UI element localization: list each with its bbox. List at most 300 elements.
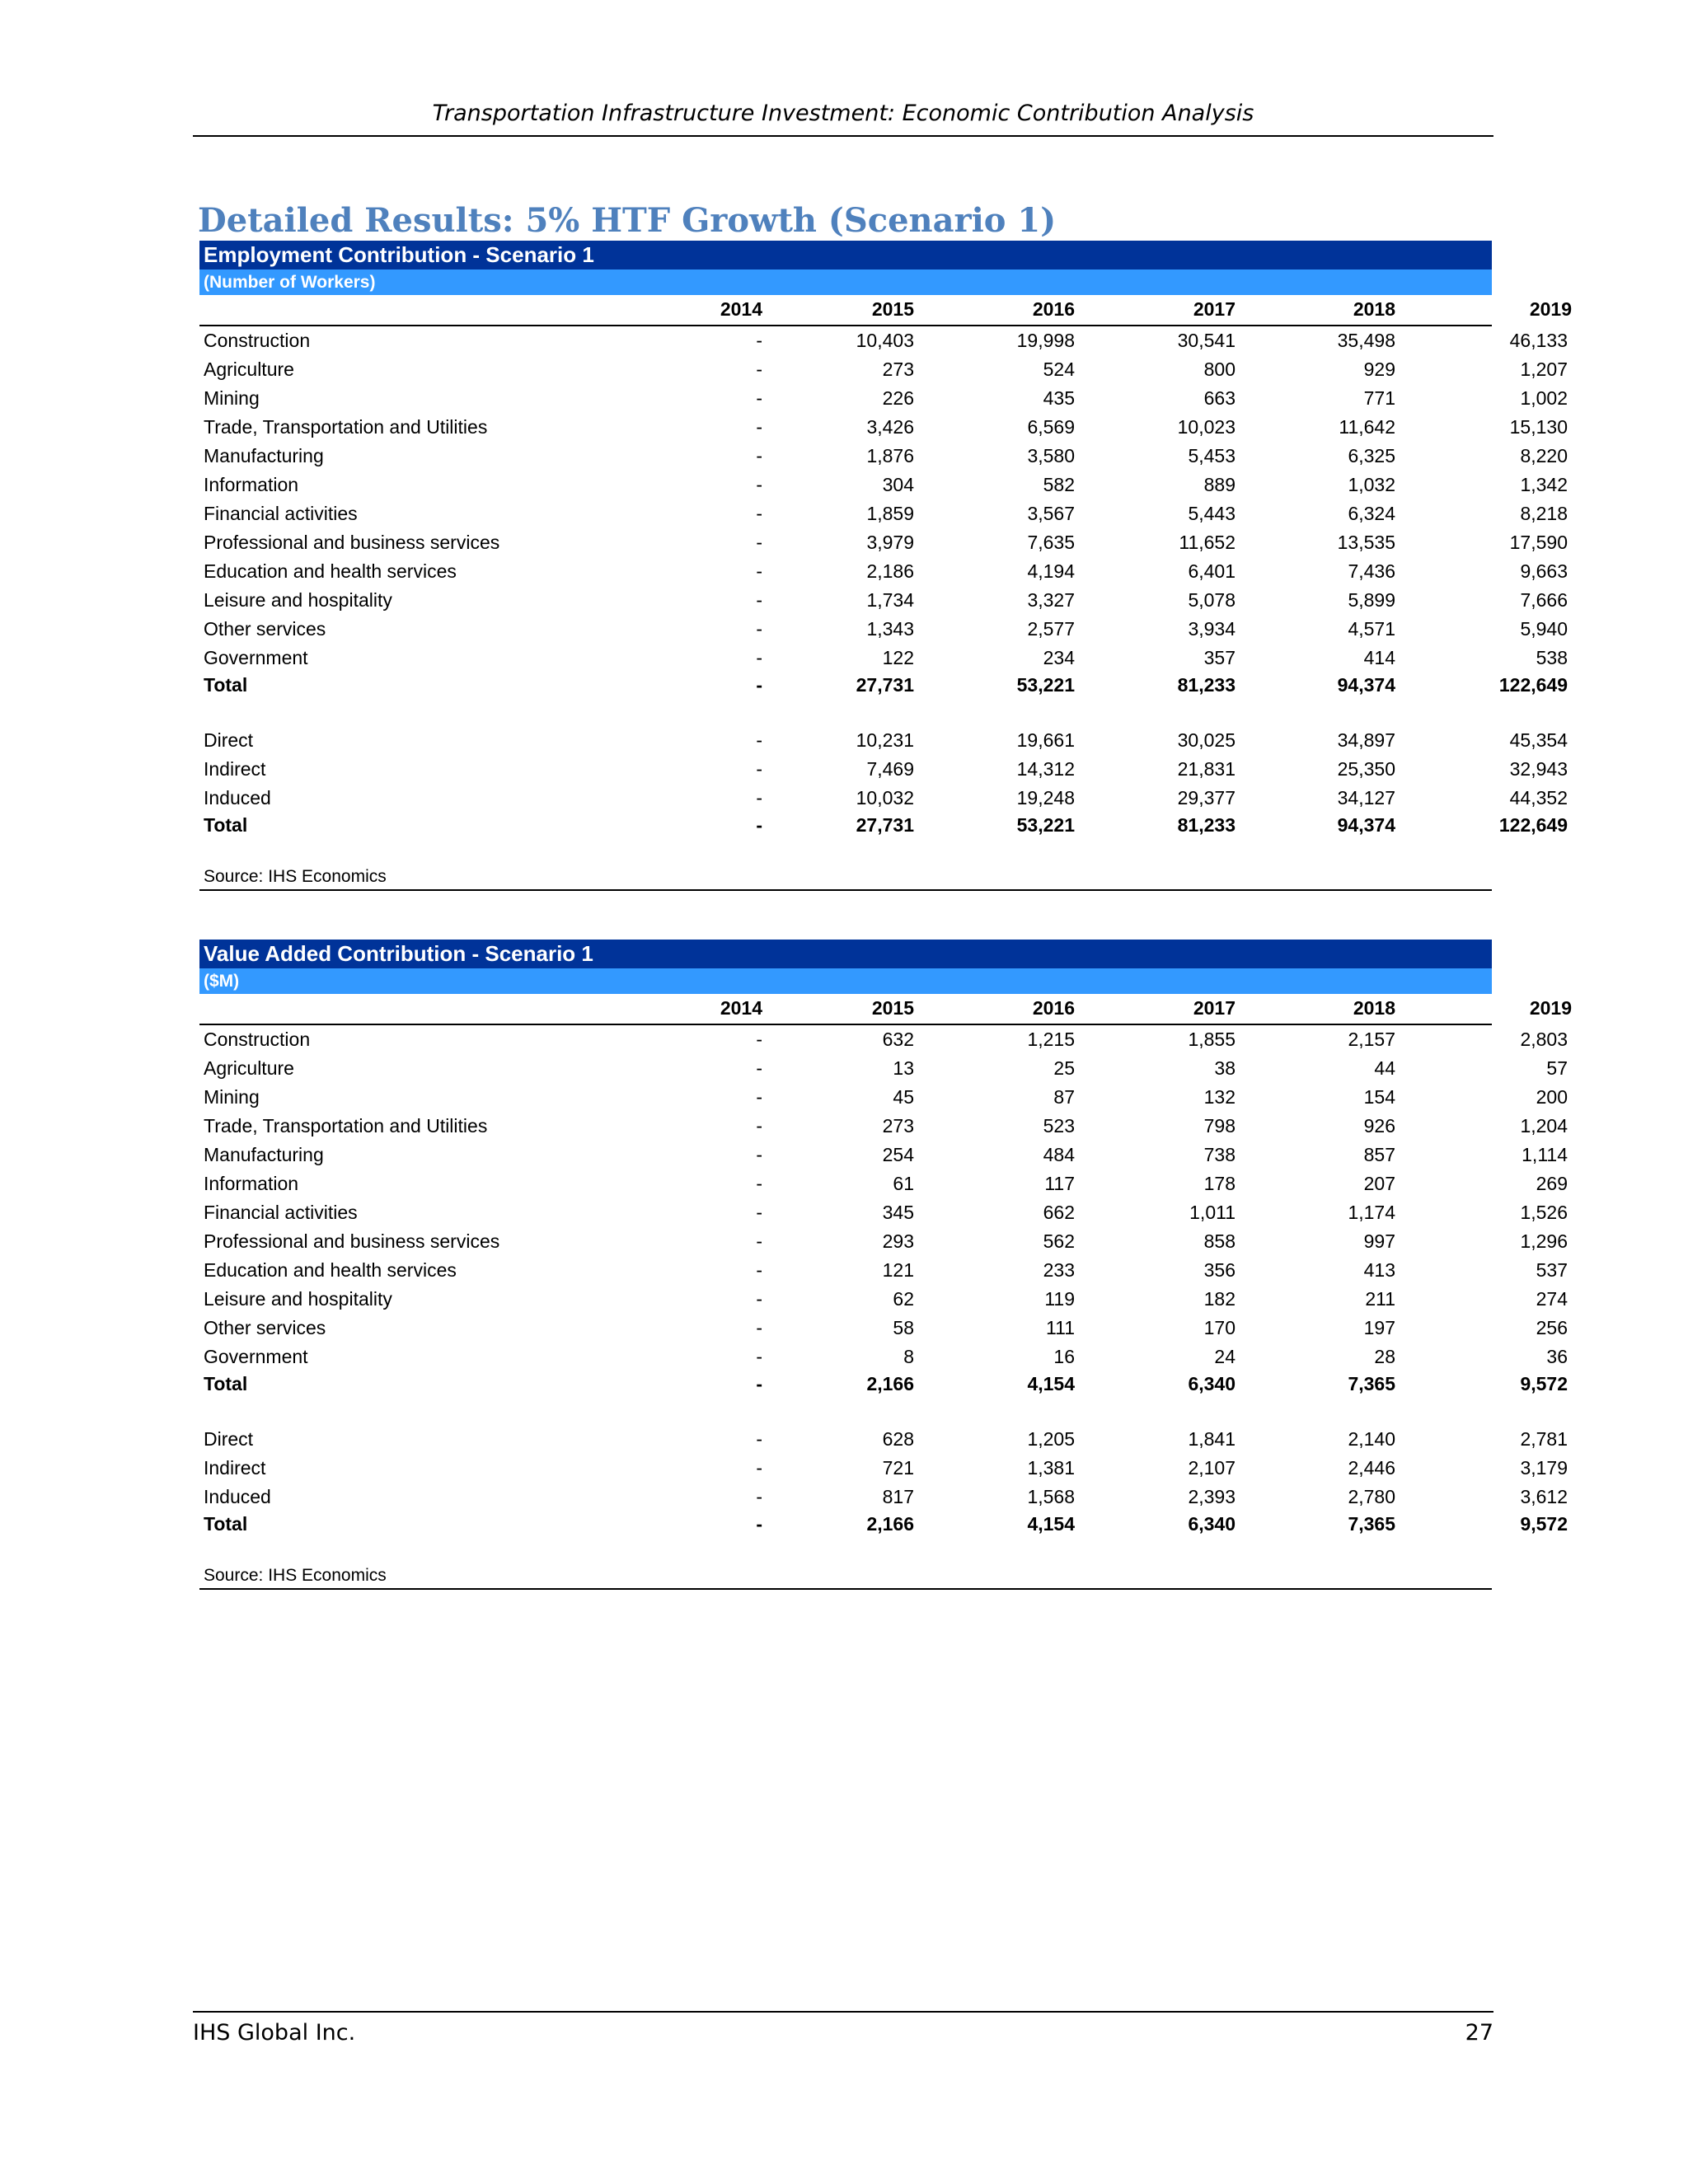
employment-sector-total (199, 673, 1568, 698)
employment-source: Source: IHS Economics (199, 865, 1492, 891)
cell-value: 256 (1536, 1317, 1568, 1338)
cell-value: 858 (1203, 1230, 1236, 1252)
cell-value: 13 (893, 1057, 914, 1079)
cell-value: 10,403 (856, 330, 914, 351)
cell-value: - (756, 589, 762, 611)
cell-value: 2,186 (866, 560, 914, 582)
cell-value: - (756, 618, 762, 640)
row-label: Mining (204, 387, 260, 409)
cell-value: 3,179 (1520, 1457, 1568, 1479)
value-added-table-unit: ($M) (199, 968, 1492, 994)
total-row (199, 1511, 1568, 1537)
value-added-sector-total (199, 1371, 1568, 1397)
cell-value: 30,541 (1177, 330, 1236, 351)
row-label: Total (204, 814, 248, 836)
table-row (199, 755, 1568, 784)
cell-value: 207 (1363, 1173, 1395, 1194)
cell-value: 45,354 (1509, 729, 1568, 751)
section-title: Detailed Results: 5% HTF Growth (Scenario 1) (198, 201, 1057, 240)
cell-value: 929 (1363, 359, 1395, 380)
row-label: Total (204, 674, 248, 696)
cell-value: 9,663 (1520, 560, 1568, 582)
cell-value: 38 (1214, 1057, 1236, 1079)
cell-value: 29,377 (1177, 787, 1236, 808)
cell-value: 10,231 (856, 729, 914, 751)
cell-value: 2,140 (1348, 1428, 1395, 1450)
cell-value: - (756, 1486, 762, 1507)
cell-value: 304 (882, 474, 914, 495)
cell-value: 632 (882, 1029, 914, 1050)
cell-value: 2,393 (1188, 1486, 1236, 1507)
cell-value: 19,248 (1016, 787, 1075, 808)
cell-value: - (756, 758, 762, 780)
table-row (199, 384, 1568, 413)
row-label: Education and health services (204, 560, 457, 582)
table-row (199, 413, 1568, 442)
value-added-table-title: Value Added Contribution - Scenario 1 (199, 940, 1492, 968)
cell-value: 44,352 (1509, 787, 1568, 808)
cell-value: 10,032 (856, 787, 914, 808)
table-row (199, 615, 1568, 644)
cell-value: 357 (1203, 647, 1236, 668)
table-row (199, 1141, 1568, 1169)
cell-value: - (756, 1202, 762, 1223)
cell-value: 28 (1374, 1346, 1395, 1367)
cell-value: 889 (1203, 474, 1236, 495)
cell-value: 5,453 (1188, 445, 1236, 466)
cell-value: 1,002 (1520, 387, 1568, 409)
cell-value: - (756, 1086, 762, 1108)
cell-value: 154 (1363, 1086, 1395, 1108)
row-label: Induced (204, 787, 271, 808)
row-label: Manufacturing (204, 445, 324, 466)
cell-value: 182 (1203, 1288, 1236, 1310)
cell-value: 25 (1053, 1057, 1075, 1079)
cell-value: 27,731 (856, 814, 914, 836)
row-label: Trade, Transportation and Utilities (204, 1115, 488, 1137)
cell-value: 27,731 (856, 674, 914, 696)
cell-value: 5,078 (1188, 589, 1236, 611)
cell-value: 211 (1365, 1288, 1395, 1310)
cell-value: - (756, 787, 762, 808)
cell-value: 3,612 (1520, 1486, 1568, 1507)
value-added-year-header (199, 994, 1572, 1025)
total-row (199, 813, 1568, 838)
employment-effect-total (199, 813, 1568, 838)
cell-value: 57 (1546, 1057, 1568, 1079)
total-row (199, 1371, 1568, 1397)
row-label: Leisure and hospitality (204, 1288, 392, 1310)
table-row (199, 528, 1568, 557)
cell-value: 61 (893, 1173, 914, 1194)
cell-value: 1,011 (1189, 1202, 1236, 1223)
row-label: Mining (204, 1086, 260, 1108)
cell-value: 926 (1363, 1115, 1395, 1137)
value-added-effect-rows (199, 1425, 1568, 1511)
running-header: Transportation Infrastructure Investment: Economic Contribution Analysis (432, 101, 1254, 126)
table-row (199, 1314, 1568, 1343)
cell-value: - (756, 445, 762, 466)
value-added-effect-total (199, 1511, 1568, 1537)
cell-value: 254 (882, 1144, 914, 1165)
table-row (199, 471, 1568, 499)
table-row (199, 499, 1568, 528)
cell-value: 117 (1044, 1173, 1075, 1194)
cell-value: 628 (882, 1428, 914, 1450)
cell-value: 1,205 (1027, 1428, 1075, 1450)
cell-value: 122 (882, 647, 914, 668)
table-row (199, 644, 1568, 673)
cell-value: 122,649 (1498, 674, 1568, 696)
employment-table-title: Employment Contribution - Scenario 1 (199, 241, 1492, 269)
cell-value: 36 (1546, 1346, 1568, 1367)
row-label: Other services (204, 618, 326, 640)
row-label: Indirect (204, 1457, 266, 1479)
cell-value: 16 (1053, 1346, 1075, 1367)
cell-value: 2,577 (1027, 618, 1075, 640)
cell-value: 3,979 (866, 532, 914, 553)
row-label: Indirect (204, 758, 266, 780)
cell-value: - (756, 1115, 762, 1137)
row-label: Total (204, 1373, 248, 1394)
table-row (199, 326, 1568, 355)
cell-value: 345 (882, 1202, 914, 1223)
row-label: Construction (204, 1029, 311, 1050)
cell-value: 800 (1203, 359, 1236, 380)
cell-value: 6,340 (1188, 1513, 1236, 1535)
row-label: Manufacturing (204, 1144, 324, 1165)
cell-value: - (756, 1346, 762, 1367)
cell-value: 6,325 (1348, 445, 1395, 466)
cell-value: 3,580 (1027, 445, 1075, 466)
cell-value: 1,114 (1522, 1144, 1568, 1165)
cell-value: 1,568 (1027, 1486, 1075, 1507)
cell-value: 857 (1363, 1144, 1395, 1165)
cell-value: 45 (893, 1086, 914, 1108)
cell-value: 6,401 (1188, 560, 1236, 582)
table-row (199, 355, 1568, 384)
footer-company: IHS Global Inc. (193, 2020, 356, 2046)
cell-value: 817 (882, 1486, 914, 1507)
cell-value: 200 (1536, 1086, 1568, 1108)
cell-value: 24 (1214, 1346, 1236, 1367)
row-label: Agriculture (204, 359, 294, 380)
cell-value: 1,526 (1520, 1202, 1568, 1223)
employment-effect-rows (199, 726, 1568, 813)
cell-value: - (756, 560, 762, 582)
cell-value: - (756, 674, 762, 696)
cell-value: 21,831 (1177, 758, 1236, 780)
cell-value: - (756, 387, 762, 409)
cell-value: 8,218 (1520, 503, 1568, 524)
cell-value: 14,312 (1016, 758, 1075, 780)
row-label: Financial activities (204, 503, 358, 524)
cell-value: 197 (1363, 1317, 1395, 1338)
cell-value: 484 (1043, 1144, 1075, 1165)
year-header: 2015 (871, 997, 914, 1019)
cell-value: 121 (882, 1259, 914, 1281)
table-row (199, 1083, 1568, 1112)
year-header: 2016 (1032, 997, 1075, 1019)
table-row (199, 784, 1568, 813)
year-header: 2019 (1529, 997, 1572, 1019)
table-row (199, 1285, 1568, 1314)
cell-value: 234 (1043, 647, 1075, 668)
cell-value: 2,166 (866, 1513, 914, 1535)
year-header: 2017 (1193, 997, 1236, 1019)
cell-value: - (756, 532, 762, 553)
cell-value: 274 (1536, 1288, 1568, 1310)
cell-value: 1,207 (1520, 359, 1568, 380)
cell-value: 771 (1363, 387, 1395, 409)
row-label: Trade, Transportation and Utilities (204, 416, 488, 438)
table-row (199, 1198, 1568, 1227)
cell-value: 7,666 (1520, 589, 1568, 611)
cell-value: - (756, 503, 762, 524)
cell-value: 35,498 (1337, 330, 1395, 351)
cell-value: 19,998 (1016, 330, 1075, 351)
year-header: 2019 (1529, 298, 1572, 320)
cell-value: 562 (1043, 1230, 1075, 1252)
cell-value: - (756, 1373, 762, 1394)
table-row (199, 557, 1568, 586)
row-label: Professional and business services (204, 532, 500, 553)
table-row (199, 442, 1568, 471)
cell-value: 662 (1043, 1202, 1075, 1223)
row-label: Professional and business services (204, 1230, 500, 1252)
page-number: 27 (1465, 2020, 1493, 2046)
cell-value: - (756, 1428, 762, 1450)
cell-value: 5,940 (1520, 618, 1568, 640)
row-label: Total (204, 1513, 248, 1535)
row-label: Direct (204, 729, 254, 751)
cell-value: 537 (1536, 1259, 1568, 1281)
header-rule (193, 135, 1493, 137)
row-label: Other services (204, 1317, 326, 1338)
year-header: 2015 (871, 298, 914, 320)
cell-value: 119 (1044, 1288, 1075, 1310)
cell-value: 2,446 (1348, 1457, 1395, 1479)
cell-value: 5,899 (1348, 589, 1395, 611)
row-label: Education and health services (204, 1259, 457, 1281)
cell-value: 2,157 (1348, 1029, 1395, 1050)
table-row (199, 1227, 1568, 1256)
cell-value: 8,220 (1520, 445, 1568, 466)
cell-value: 2,803 (1520, 1029, 1568, 1050)
cell-value: 19,661 (1016, 729, 1075, 751)
cell-value: 4,571 (1348, 618, 1395, 640)
row-label: Direct (204, 1428, 254, 1450)
cell-value: 413 (1363, 1259, 1395, 1281)
cell-value: 2,780 (1348, 1486, 1395, 1507)
employment-table-unit: (Number of Workers) (199, 269, 1492, 295)
cell-value: - (756, 1259, 762, 1281)
cell-value: 3,567 (1027, 503, 1075, 524)
cell-value: 1,841 (1188, 1428, 1236, 1450)
cell-value: 53,221 (1016, 814, 1075, 836)
cell-value: 7,635 (1027, 532, 1075, 553)
row-label: Construction (204, 330, 311, 351)
row-label: Induced (204, 1486, 271, 1507)
row-label: Information (204, 474, 299, 495)
value-added-sector-rows (199, 1025, 1568, 1371)
year-header: 2014 (720, 997, 762, 1019)
cell-value: 2,166 (866, 1373, 914, 1394)
cell-value: 13,535 (1337, 532, 1395, 553)
table-row (199, 1343, 1568, 1371)
cell-value: 435 (1043, 387, 1075, 409)
cell-value: 10,023 (1177, 416, 1236, 438)
cell-value: 94,374 (1337, 674, 1395, 696)
cell-value: 269 (1536, 1173, 1568, 1194)
year-header: 2017 (1193, 298, 1236, 320)
value-added-table (199, 940, 1572, 1590)
table-row (199, 1483, 1568, 1511)
cell-value: 58 (893, 1317, 914, 1338)
cell-value: 721 (882, 1457, 914, 1479)
cell-value: 7,365 (1348, 1373, 1395, 1394)
cell-value: - (756, 729, 762, 751)
cell-value: - (756, 416, 762, 438)
cell-value: 3,934 (1188, 618, 1236, 640)
cell-value: 6,340 (1188, 1373, 1236, 1394)
cell-value: - (756, 1230, 762, 1252)
cell-value: 1,215 (1027, 1029, 1075, 1050)
cell-value: 233 (1043, 1259, 1075, 1281)
row-label: Information (204, 1173, 299, 1194)
cell-value: 81,233 (1177, 814, 1236, 836)
cell-value: 582 (1043, 474, 1075, 495)
cell-value: 7,365 (1348, 1513, 1395, 1535)
cell-value: - (756, 1288, 762, 1310)
employment-table (199, 241, 1572, 891)
cell-value: - (756, 1173, 762, 1194)
cell-value: 1,174 (1348, 1202, 1395, 1223)
cell-value: - (756, 1029, 762, 1050)
value-added-source: Source: IHS Economics (199, 1563, 1492, 1590)
table-row (199, 726, 1568, 755)
cell-value: 414 (1363, 647, 1395, 668)
cell-value: 1,343 (866, 618, 914, 640)
year-header: 2014 (720, 298, 762, 320)
cell-value: 1,032 (1348, 474, 1395, 495)
cell-value: - (756, 1057, 762, 1079)
table-row (199, 1112, 1568, 1141)
cell-value: 4,194 (1027, 560, 1075, 582)
cell-value: 11,642 (1339, 416, 1395, 438)
year-header: 2016 (1032, 298, 1075, 320)
cell-value: 226 (882, 387, 914, 409)
cell-value: 1,342 (1520, 474, 1568, 495)
cell-value: - (756, 1513, 762, 1535)
cell-value: 7,469 (866, 758, 914, 780)
cell-value: 1,204 (1520, 1115, 1568, 1137)
table-row (199, 586, 1568, 615)
cell-value: 738 (1203, 1144, 1236, 1165)
cell-value: 2,107 (1188, 1457, 1236, 1479)
row-label: Agriculture (204, 1057, 294, 1079)
cell-value: 30,025 (1177, 729, 1236, 751)
cell-value: - (756, 474, 762, 495)
cell-value: 523 (1043, 1115, 1075, 1137)
table-row (199, 1025, 1568, 1054)
table-row (199, 1054, 1568, 1083)
cell-value: 4,154 (1027, 1373, 1075, 1394)
cell-value: 9,572 (1520, 1513, 1568, 1535)
cell-value: 87 (1053, 1086, 1075, 1108)
cell-value: 94,374 (1337, 814, 1395, 836)
total-row (199, 673, 1568, 698)
year-header: 2018 (1353, 298, 1395, 320)
cell-value: 9,572 (1520, 1373, 1568, 1394)
cell-value: - (756, 359, 762, 380)
row-label: Government (204, 1346, 308, 1367)
cell-value: 11,652 (1179, 532, 1236, 553)
cell-value: 53,221 (1016, 674, 1075, 696)
cell-value: 2,781 (1520, 1428, 1568, 1450)
table-row (199, 1425, 1568, 1454)
cell-value: 3,327 (1027, 589, 1075, 611)
cell-value: - (756, 1317, 762, 1338)
cell-value: 46,133 (1509, 330, 1568, 351)
cell-value: 25,350 (1337, 758, 1395, 780)
table-row (199, 1256, 1568, 1285)
cell-value: 111 (1046, 1317, 1075, 1338)
cell-value: 1,855 (1188, 1029, 1236, 1050)
cell-value: 178 (1203, 1173, 1236, 1194)
cell-value: - (756, 814, 762, 836)
row-label: Government (204, 647, 308, 668)
cell-value: 7,436 (1348, 560, 1395, 582)
employment-sector-rows (199, 326, 1568, 673)
cell-value: 4,154 (1027, 1513, 1075, 1535)
cell-value: 356 (1203, 1259, 1236, 1281)
cell-value: 6,569 (1027, 416, 1075, 438)
cell-value: 17,590 (1509, 532, 1568, 553)
row-label: Financial activities (204, 1202, 358, 1223)
employment-year-header (199, 295, 1572, 326)
cell-value: 44 (1374, 1057, 1395, 1079)
cell-value: 663 (1203, 387, 1236, 409)
cell-value: 34,127 (1337, 787, 1395, 808)
cell-value: - (756, 647, 762, 668)
year-header: 2018 (1353, 997, 1395, 1019)
cell-value: 798 (1203, 1115, 1236, 1137)
cell-value: 6,324 (1348, 503, 1395, 524)
table-row (199, 1169, 1568, 1198)
cell-value: 524 (1043, 359, 1075, 380)
cell-value: 8 (903, 1346, 914, 1367)
cell-value: 132 (1203, 1086, 1236, 1108)
cell-value: 81,233 (1177, 674, 1236, 696)
cell-value: 273 (882, 359, 914, 380)
cell-value: 1,876 (866, 445, 914, 466)
cell-value: - (756, 1457, 762, 1479)
cell-value: 32,943 (1509, 758, 1568, 780)
cell-value: 997 (1363, 1230, 1395, 1252)
cell-value: 3,426 (866, 416, 914, 438)
row-label: Leisure and hospitality (204, 589, 392, 611)
cell-value: - (756, 330, 762, 351)
cell-value: 273 (882, 1115, 914, 1137)
cell-value: 5,443 (1188, 503, 1236, 524)
cell-value: 1,296 (1520, 1230, 1568, 1252)
cell-value: 1,859 (866, 503, 914, 524)
cell-value: 170 (1203, 1317, 1236, 1338)
cell-value: 538 (1536, 647, 1568, 668)
cell-value: - (756, 1144, 762, 1165)
cell-value: 293 (882, 1230, 914, 1252)
